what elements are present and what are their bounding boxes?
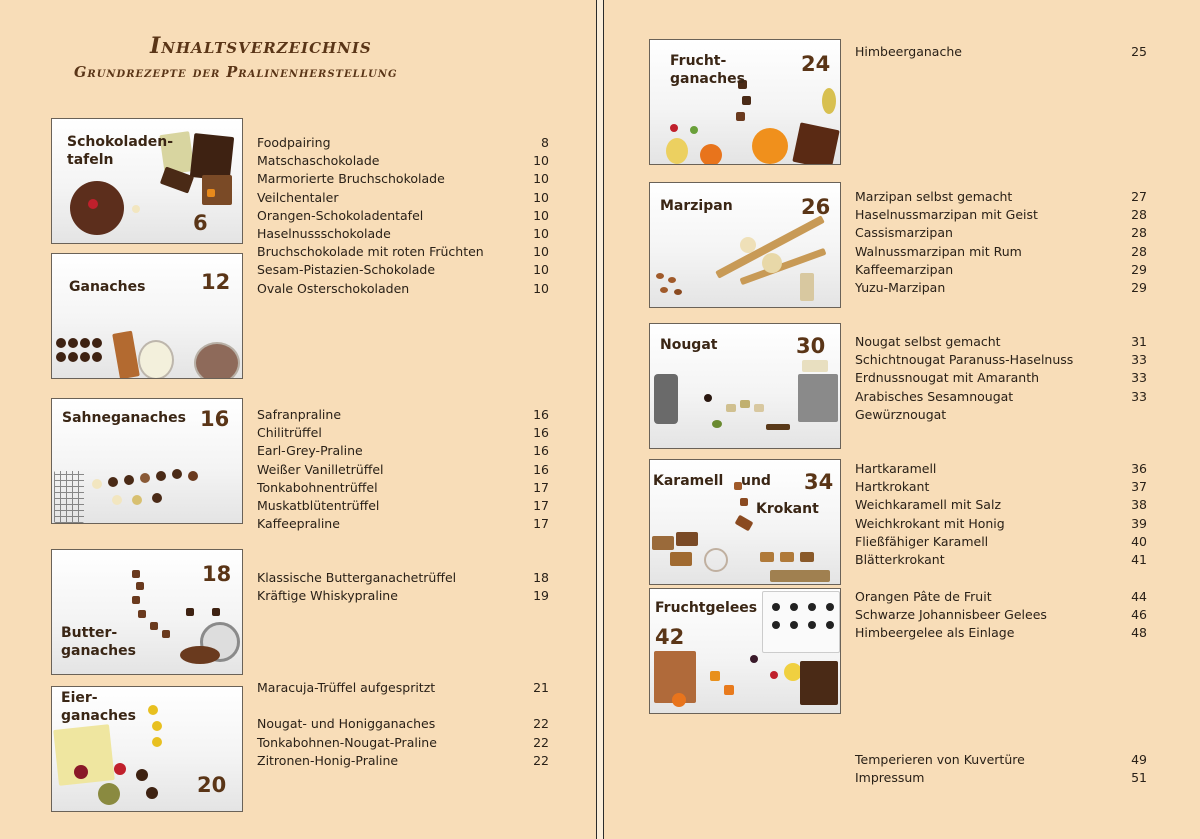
toc-entry[interactable]: Temperieren von Kuvertüre 49 <box>855 752 1147 767</box>
toc-entry[interactable]: Tonkabohnen-Nougat-Praline 22 <box>257 734 549 750</box>
chapter-page-number: 24 <box>801 52 831 76</box>
chapter-label: Sahneganaches <box>62 410 186 426</box>
toc-entry[interactable]: Foodpairing 8 <box>257 135 549 150</box>
chapter-label: Marzipan <box>660 198 733 214</box>
chapter-image-fruchtgelees[interactable] <box>649 588 841 714</box>
toc-entry[interactable]: Veilchentaler 10 <box>257 189 549 205</box>
toc-entry[interactable]: Impressum 51 <box>855 770 1147 786</box>
toc-list-fruchtganaches <box>855 43 1147 61</box>
toc-list-schokoladentafeln <box>257 134 549 298</box>
toc-entry[interactable]: Gewürznougat <box>855 406 947 422</box>
toc-entry[interactable]: Hartkrokant 37 <box>855 479 1147 495</box>
chapter-label: Nougat <box>660 337 718 353</box>
toc-entry[interactable]: Muskatblütentrüffel 17 <box>257 497 549 513</box>
toc-entry[interactable]: Weichkaramell mit Salz 38 <box>855 497 1147 513</box>
chapter-label: Karamell <box>653 473 724 489</box>
toc-entry[interactable]: Kaffeemarzipan 29 <box>855 261 1147 277</box>
toc-entry[interactable]: Schichtnougat Paranuss-Haselnuss 33 <box>855 352 1147 368</box>
chapter-page-number: 18 <box>202 562 232 586</box>
toc-entry[interactable]: Yuzu-Marzipan 29 <box>855 279 1147 295</box>
toc-entry[interactable]: Orangen Pâte de Fruit 44 <box>855 589 1147 604</box>
chapter-page-number: 26 <box>801 195 831 219</box>
toc-entry[interactable]: Bruchschokolade mit roten Früchten 10 <box>257 244 549 260</box>
chapter-label: Eier- ganaches <box>61 690 136 724</box>
toc-entry-spacer <box>257 697 549 715</box>
chapter-image-marzipan[interactable] <box>649 182 841 308</box>
chapter-page-number: 12 <box>201 270 231 294</box>
left-page <box>0 0 596 839</box>
chapter-page-number: 30 <box>796 334 826 358</box>
toc-list-marzipan <box>855 188 1147 297</box>
toc-entry[interactable]: Nougat selbst gemacht 31 <box>855 334 1147 349</box>
chapter-label: Frucht- ganaches <box>670 53 745 87</box>
toc-entry[interactable]: Weichkrokant mit Honig 39 <box>855 515 1147 531</box>
toc-entry[interactable]: Nougat- und Honigganaches 22 <box>257 716 549 732</box>
right-page <box>604 0 1200 839</box>
chapter-label: Schokoladen- tafeln <box>67 134 174 168</box>
chapter-image-fruchtganaches[interactable] <box>649 39 841 165</box>
chapter-image-schokoladentafeln[interactable] <box>51 118 243 244</box>
toc-entry[interactable]: Hartkaramell 36 <box>855 461 1147 476</box>
page-title: Inhaltsverzeichnis <box>150 33 372 59</box>
chapter-image-nougat[interactable] <box>649 323 841 449</box>
toc-entry[interactable]: Ovale Osterschokoladen 10 <box>257 280 549 296</box>
book-gutter <box>596 0 604 839</box>
chapter-image-sahneganaches[interactable] <box>51 398 243 524</box>
toc-entry[interactable]: Arabisches Sesamnougat 33 <box>855 388 1147 404</box>
toc-list-karamell-krokant <box>855 460 1147 569</box>
chapter-label: Fruchtgelees <box>655 600 758 616</box>
toc-entry[interactable]: Haselnussmarzipan mit Geist 28 <box>855 207 1147 223</box>
toc-entry[interactable]: Haselnussschokolade 10 <box>257 225 549 241</box>
toc-entry[interactable]: Weißer Vanilletrüffel 16 <box>257 461 549 477</box>
toc-entry[interactable]: Blätterkrokant 41 <box>855 551 1147 567</box>
chapter-image-ganaches[interactable] <box>51 253 243 379</box>
toc-entry[interactable]: Zitronen-Honig-Praline 22 <box>257 752 549 768</box>
chapter-image-karamell-krokant[interactable] <box>649 459 841 585</box>
toc-list-eierganaches <box>257 679 549 770</box>
chapter-page-number: 42 <box>655 625 685 649</box>
toc-entry[interactable]: Kräftige Whiskypraline 19 <box>257 588 549 604</box>
chapter-label: Butter- ganaches <box>61 625 136 659</box>
toc-entry[interactable]: Sesam-Pistazien-Schokolade 10 <box>257 262 549 278</box>
toc-list-sahneganaches <box>257 406 549 533</box>
chapter-page-number: 6 <box>193 211 208 235</box>
toc-entry[interactable]: Kaffeepraline 17 <box>257 516 549 532</box>
toc-list-appendix <box>855 751 1147 787</box>
toc-entry[interactable]: Cassismarzipan 28 <box>855 225 1147 241</box>
toc-entry[interactable]: Klassische Butterganachetrüffel 18 <box>257 570 549 585</box>
toc-entry[interactable]: Schwarze Johannisbeer Gelees 46 <box>855 607 1147 623</box>
chapter-page-number: 20 <box>197 773 227 797</box>
toc-entry[interactable]: Marzipan selbst gemacht 27 <box>855 189 1147 204</box>
toc-entry[interactable]: Himbeergelee als Einlage 48 <box>855 625 1147 641</box>
toc-entry[interactable]: Earl-Grey-Praline 16 <box>257 443 549 459</box>
toc-entry[interactable]: Tonkabohnentrüffel 17 <box>257 479 549 495</box>
toc-entry[interactable]: Safranpraline 16 <box>257 407 549 422</box>
toc-entry[interactable]: Walnussmarzipan mit Rum 28 <box>855 243 1147 259</box>
toc-entry[interactable]: Orangen-Schokoladentafel 10 <box>257 207 549 223</box>
chapter-label-conjunction: und <box>741 473 771 489</box>
chapter-image-eierganaches[interactable] <box>51 686 243 812</box>
toc-list-nougat <box>855 333 1147 424</box>
toc-entry[interactable]: Erdnussnougat mit Amaranth 33 <box>855 370 1147 386</box>
toc-entry[interactable]: Chilitrüffel 16 <box>257 425 549 441</box>
toc-entry[interactable]: Fließfähiger Karamell 40 <box>855 533 1147 549</box>
toc-entry[interactable]: Himbeerganache 25 <box>855 44 1147 59</box>
chapter-image-butterganaches[interactable] <box>51 549 243 675</box>
toc-entry[interactable]: Maracuja-Trüffel aufgespritzt 21 <box>257 680 549 695</box>
chapter-page-number: 34 <box>804 470 834 494</box>
chapter-label-second: Krokant <box>756 501 819 517</box>
chapter-label: Ganaches <box>69 279 146 295</box>
toc-list-butterganaches <box>257 569 549 605</box>
toc-entry[interactable]: Marmorierte Bruchschokolade 10 <box>257 171 549 187</box>
toc-entry[interactable]: Matschaschokolade 10 <box>257 153 549 169</box>
chapter-page-number: 16 <box>200 407 230 431</box>
page-subtitle: Grundrezepte der Pralinenherstellung <box>74 64 398 81</box>
toc-list-fruchtgelees <box>855 588 1147 643</box>
